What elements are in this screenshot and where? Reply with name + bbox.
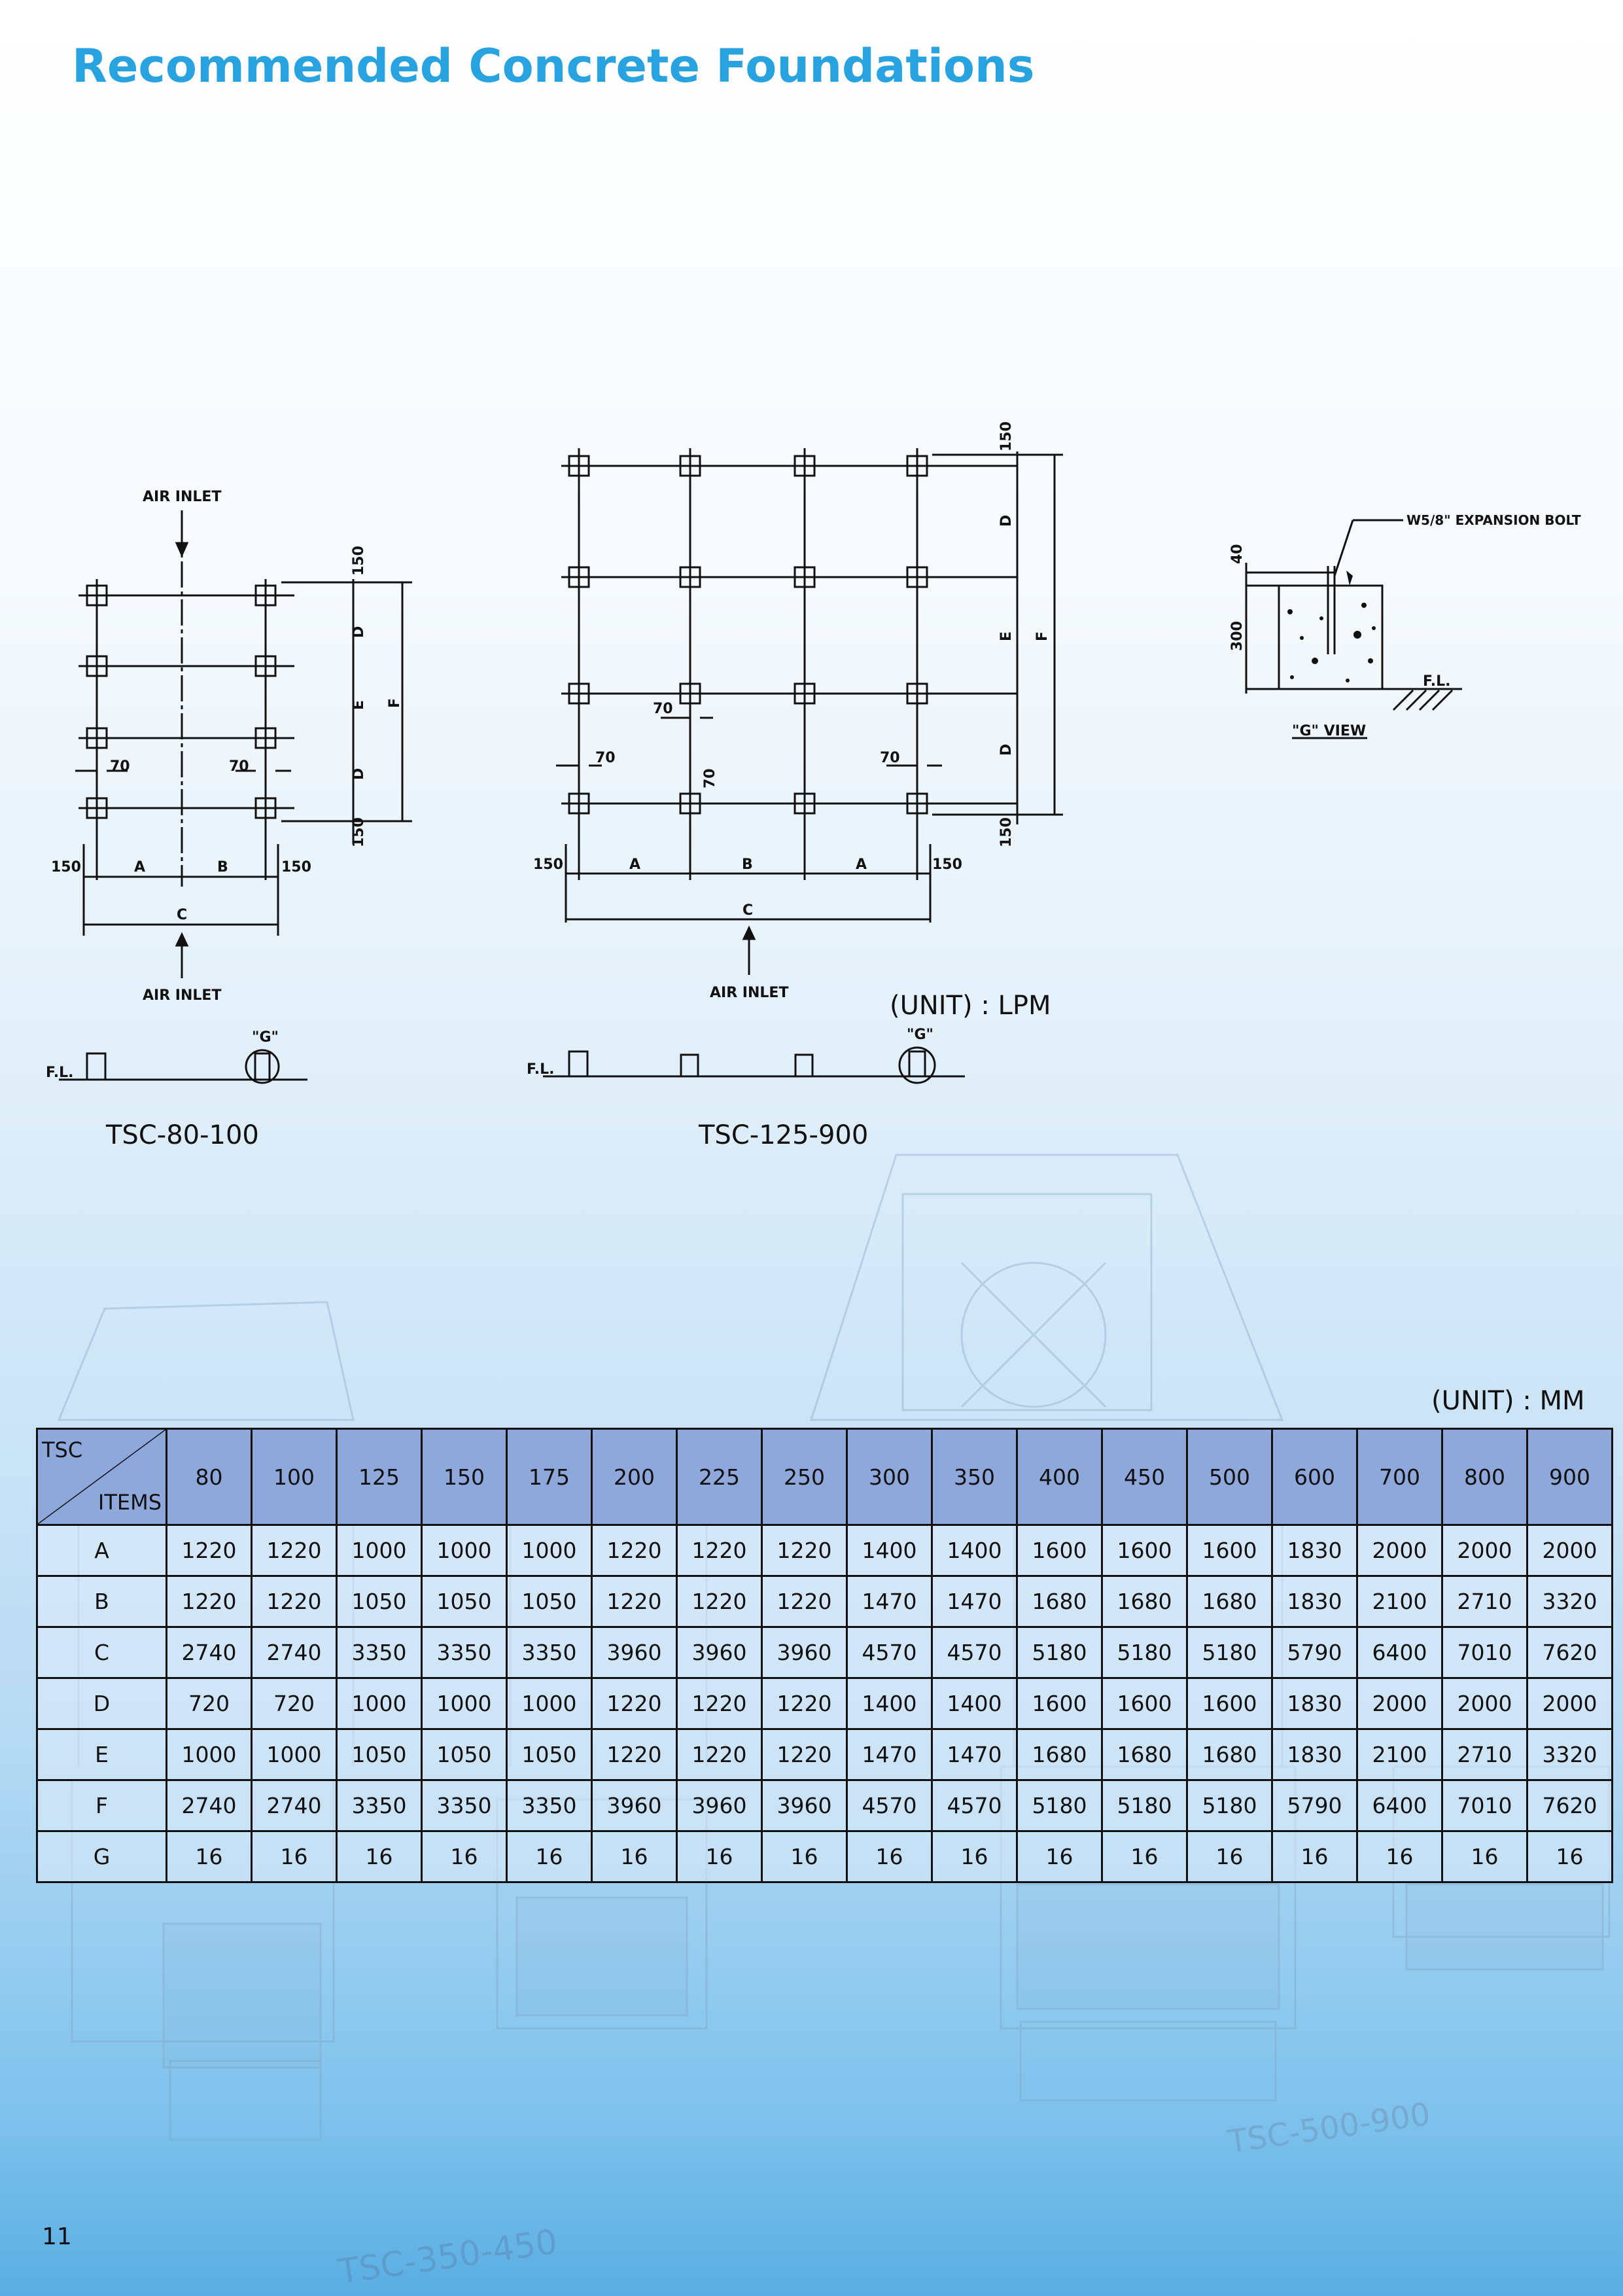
table-cell: 720 — [167, 1678, 252, 1729]
table-cell: 1400 — [847, 1678, 932, 1729]
dim-c-large: C — [742, 902, 754, 919]
table-cell: 3960 — [592, 1780, 677, 1831]
row-label: A — [37, 1525, 167, 1576]
table-cell: 4570 — [847, 1780, 932, 1831]
table-cell: 5180 — [1102, 1627, 1187, 1678]
column-header: 600 — [1272, 1429, 1357, 1525]
table-cell: 3960 — [677, 1780, 762, 1831]
unit-mm-label: (UNIT) : MM — [1431, 1386, 1585, 1416]
table-cell: 2100 — [1357, 1576, 1442, 1627]
table-cell: 16 — [1442, 1831, 1527, 1882]
table-corner-cell — [37, 1429, 167, 1525]
table-cell: 1600 — [1187, 1678, 1272, 1729]
anchor-bolts-large — [569, 456, 927, 813]
table-cell: 1000 — [337, 1525, 422, 1576]
table-cell: 1220 — [252, 1525, 337, 1576]
table-header-row — [37, 1429, 1613, 1525]
table-cell: 5790 — [1272, 1627, 1357, 1678]
table-cell: 1220 — [592, 1525, 677, 1576]
table-cell: 1600 — [1187, 1525, 1272, 1576]
table-cell: 1220 — [167, 1576, 252, 1627]
table-cell: 1680 — [1187, 1729, 1272, 1780]
table-cell: 1000 — [422, 1525, 507, 1576]
table-cell: 1830 — [1272, 1678, 1357, 1729]
table-row — [37, 1831, 1613, 1882]
dim-150-left-small: 150 — [51, 859, 81, 875]
table-cell: 16 — [847, 1831, 932, 1882]
table-cell: 16 — [762, 1831, 847, 1882]
dim-a2-large: A — [856, 857, 867, 873]
column-header: 100 — [252, 1429, 337, 1525]
table-cell: 1220 — [252, 1576, 337, 1627]
dim-b-large: B — [742, 857, 753, 873]
floor-level-gview: F.L. — [1423, 673, 1451, 690]
table-cell: 3350 — [507, 1627, 592, 1678]
table-cell: 7010 — [1442, 1627, 1527, 1678]
table-cell: 4570 — [847, 1627, 932, 1678]
table-cell: 1050 — [337, 1576, 422, 1627]
table-row — [37, 1627, 1613, 1678]
table-cell: 1470 — [932, 1729, 1017, 1780]
table-cell: 3350 — [422, 1627, 507, 1678]
table-row — [37, 1729, 1613, 1780]
table-cell: 16 — [1017, 1831, 1102, 1882]
g-label-large: "G" — [907, 1027, 934, 1043]
table-cell: 1220 — [762, 1729, 847, 1780]
table-cell: 1470 — [847, 1576, 932, 1627]
table-cell: 3320 — [1527, 1729, 1613, 1780]
table-cell: 1600 — [1102, 1525, 1187, 1576]
column-header: 900 — [1527, 1429, 1613, 1525]
dim-a-small: A — [134, 859, 146, 875]
table-cell: 3350 — [337, 1627, 422, 1678]
table-cell: 1220 — [167, 1525, 252, 1576]
page-number: 11 — [42, 2223, 72, 2250]
table-cell: 7620 — [1527, 1627, 1613, 1678]
dim-e-large: E — [998, 631, 1015, 641]
table-cell: 1600 — [1017, 1525, 1102, 1576]
table-cell: 2000 — [1357, 1525, 1442, 1576]
unit-lpm-label: (UNIT) : LPM — [890, 991, 1051, 1021]
plan-small — [59, 510, 412, 1083]
table-body — [37, 1525, 1613, 1882]
dim-d2-large: D — [998, 743, 1015, 756]
table-row — [37, 1576, 1613, 1627]
table-cell: 16 — [167, 1831, 252, 1882]
table-cell: 2100 — [1357, 1729, 1442, 1780]
table-cell: 16 — [1357, 1831, 1442, 1882]
table-cell: 16 — [507, 1831, 592, 1882]
corner-label-tsc: TSC — [42, 1438, 83, 1462]
table-cell: 1400 — [932, 1678, 1017, 1729]
table-cell: 3320 — [1527, 1576, 1613, 1627]
table-cell: 3960 — [762, 1780, 847, 1831]
column-header: 200 — [592, 1429, 677, 1525]
table-cell: 5180 — [1187, 1780, 1272, 1831]
table-row — [37, 1678, 1613, 1729]
table-cell: 2000 — [1357, 1678, 1442, 1729]
column-header: 500 — [1187, 1429, 1272, 1525]
table-cell: 16 — [677, 1831, 762, 1882]
g-view-caption: "G" VIEW — [1292, 723, 1367, 739]
table-cell: 1830 — [1272, 1525, 1357, 1576]
table-cell: 1680 — [1017, 1576, 1102, 1627]
background-label-350: TSC-350-450 — [336, 2222, 560, 2292]
table-cell: 2000 — [1527, 1525, 1613, 1576]
table-cell: 1000 — [507, 1525, 592, 1576]
dim-c-small: C — [177, 907, 188, 923]
table-cell: 6400 — [1357, 1780, 1442, 1831]
dim-70-mid-large: 70 — [653, 701, 673, 717]
air-inlet-top-small: AIR INLET — [143, 489, 222, 505]
dim-e-small: E — [351, 699, 367, 710]
dim-70-right-small: 70 — [229, 758, 249, 775]
table-cell: 1400 — [932, 1525, 1017, 1576]
table-cell: 1680 — [1187, 1576, 1272, 1627]
table-cell: 720 — [252, 1678, 337, 1729]
dim-70-left-small: 70 — [110, 758, 130, 775]
dim-150-left-large: 150 — [533, 857, 563, 873]
table-cell: 16 — [1102, 1831, 1187, 1882]
column-header: 450 — [1102, 1429, 1187, 1525]
dim-150-right-small: 150 — [281, 859, 311, 875]
table-cell: 1220 — [677, 1525, 762, 1576]
table-cell: 16 — [337, 1831, 422, 1882]
plan-large — [543, 448, 1063, 1083]
table-cell: 1220 — [762, 1678, 847, 1729]
row-label: D — [37, 1678, 167, 1729]
table-cell: 16 — [1187, 1831, 1272, 1882]
table-cell: 1830 — [1272, 1576, 1357, 1627]
table-cell: 3350 — [337, 1780, 422, 1831]
dim-150-top-small: 150 — [351, 546, 367, 576]
foundation-dimensions-table — [36, 1428, 1613, 1883]
table-cell: 16 — [932, 1831, 1017, 1882]
dim-150-bottom-small: 150 — [351, 817, 367, 847]
g-view-detail — [1246, 520, 1462, 738]
table-cell: 16 — [1527, 1831, 1613, 1882]
table-cell: 3960 — [762, 1627, 847, 1678]
table-cell: 1220 — [677, 1729, 762, 1780]
table-cell: 16 — [592, 1831, 677, 1882]
table-cell: 7620 — [1527, 1780, 1613, 1831]
floor-level-small: F.L. — [46, 1065, 74, 1081]
table-cell: 4570 — [932, 1627, 1017, 1678]
table-cell: 1050 — [337, 1729, 422, 1780]
dim-d1-large: D — [998, 514, 1015, 527]
column-header: 700 — [1357, 1429, 1442, 1525]
table-cell: 1680 — [1102, 1576, 1187, 1627]
table-cell: 1220 — [592, 1678, 677, 1729]
dim-a1-large: A — [629, 857, 641, 873]
dim-70-left-large: 70 — [595, 750, 616, 766]
table-cell: 1220 — [677, 1678, 762, 1729]
table-cell: 2740 — [167, 1780, 252, 1831]
table-row — [37, 1780, 1613, 1831]
table-cell: 2000 — [1442, 1525, 1527, 1576]
table-cell: 1220 — [677, 1576, 762, 1627]
table-cell: 16 — [422, 1831, 507, 1882]
dim-70-right-large: 70 — [880, 750, 900, 766]
g-label-small: "G" — [252, 1029, 279, 1046]
bolt-label: W5/8" EXPANSION BOLT — [1406, 512, 1581, 528]
caption-tsc-80-100: TSC-80-100 — [106, 1120, 259, 1150]
table-cell: 1830 — [1272, 1729, 1357, 1780]
table-cell: 2710 — [1442, 1729, 1527, 1780]
dim-150-top-large: 150 — [998, 421, 1015, 451]
table-cell: 3350 — [422, 1780, 507, 1831]
air-inlet-large: AIR INLET — [710, 985, 789, 1001]
table-cell: 1050 — [507, 1729, 592, 1780]
column-header: 150 — [422, 1429, 507, 1525]
table-cell: 3350 — [507, 1780, 592, 1831]
table-cell: 1600 — [1102, 1678, 1187, 1729]
table-cell: 1220 — [592, 1729, 677, 1780]
table-cell: 1050 — [507, 1576, 592, 1627]
table-cell: 2740 — [167, 1627, 252, 1678]
table-cell: 2000 — [1442, 1678, 1527, 1729]
dim-300: 300 — [1229, 621, 1246, 651]
column-header: 400 — [1017, 1429, 1102, 1525]
dim-f-large: F — [1034, 631, 1051, 641]
page-title: Recommended Concrete Foundations — [72, 39, 1035, 93]
column-header: 350 — [932, 1429, 1017, 1525]
table-cell: 1000 — [252, 1729, 337, 1780]
table-cell: 5180 — [1187, 1627, 1272, 1678]
table-cell: 1050 — [422, 1576, 507, 1627]
column-header: 125 — [337, 1429, 422, 1525]
caption-tsc-125-900: TSC-125-900 — [699, 1120, 869, 1150]
air-inlet-bottom-small: AIR INLET — [143, 987, 222, 1004]
table-cell: 1470 — [932, 1576, 1017, 1627]
dim-40: 40 — [1229, 544, 1246, 564]
table-cell: 3960 — [592, 1627, 677, 1678]
floor-level-large: F.L. — [527, 1061, 555, 1078]
dim-d1-small: D — [351, 626, 367, 638]
table-cell: 3960 — [677, 1627, 762, 1678]
table-cell: 16 — [252, 1831, 337, 1882]
table-cell: 2710 — [1442, 1576, 1527, 1627]
corner-label-items: ITEMS — [97, 1490, 162, 1515]
column-header: 300 — [847, 1429, 932, 1525]
table-cell: 1220 — [762, 1576, 847, 1627]
row-label: C — [37, 1627, 167, 1678]
table-cell: 16 — [1272, 1831, 1357, 1882]
row-label: B — [37, 1576, 167, 1627]
column-header: 250 — [762, 1429, 847, 1525]
table-cell: 1680 — [1017, 1729, 1102, 1780]
table-cell: 5180 — [1102, 1780, 1187, 1831]
table-cell: 6400 — [1357, 1627, 1442, 1678]
dim-d2-small: D — [351, 768, 367, 780]
table-cell: 1400 — [847, 1525, 932, 1576]
dim-150-right-large: 150 — [932, 857, 962, 873]
table-cell: 4570 — [932, 1780, 1017, 1831]
row-label: G — [37, 1831, 167, 1882]
column-header: 225 — [677, 1429, 762, 1525]
table-cell: 1000 — [337, 1678, 422, 1729]
dim-150-bottom-large: 150 — [998, 817, 1015, 847]
table-cell: 5180 — [1017, 1627, 1102, 1678]
table-cell: 1600 — [1017, 1678, 1102, 1729]
table-cell: 1470 — [847, 1729, 932, 1780]
concrete-aggregate — [1287, 603, 1376, 682]
table-cell: 1220 — [762, 1525, 847, 1576]
row-label: F — [37, 1780, 167, 1831]
table-cell: 2000 — [1527, 1678, 1613, 1729]
table-cell: 1000 — [422, 1678, 507, 1729]
column-header: 175 — [507, 1429, 592, 1525]
table-cell: 2740 — [252, 1627, 337, 1678]
column-header: 800 — [1442, 1429, 1527, 1525]
table-cell: 5180 — [1017, 1780, 1102, 1831]
table-cell: 5790 — [1272, 1780, 1357, 1831]
column-header: 80 — [167, 1429, 252, 1525]
dim-f-small: F — [387, 698, 403, 708]
table-cell: 1220 — [592, 1576, 677, 1627]
dim-70-vert-large: 70 — [702, 768, 718, 788]
table-cell: 7010 — [1442, 1780, 1527, 1831]
table-cell: 1000 — [167, 1729, 252, 1780]
row-label: E — [37, 1729, 167, 1780]
table-cell: 2740 — [252, 1780, 337, 1831]
table-cell: 1680 — [1102, 1729, 1187, 1780]
background-label-500: TSC-500-900 — [1225, 2096, 1433, 2161]
table-cell: 1050 — [422, 1729, 507, 1780]
table-cell: 1000 — [507, 1678, 592, 1729]
dim-b-small: B — [217, 859, 228, 875]
table-row — [37, 1525, 1613, 1576]
